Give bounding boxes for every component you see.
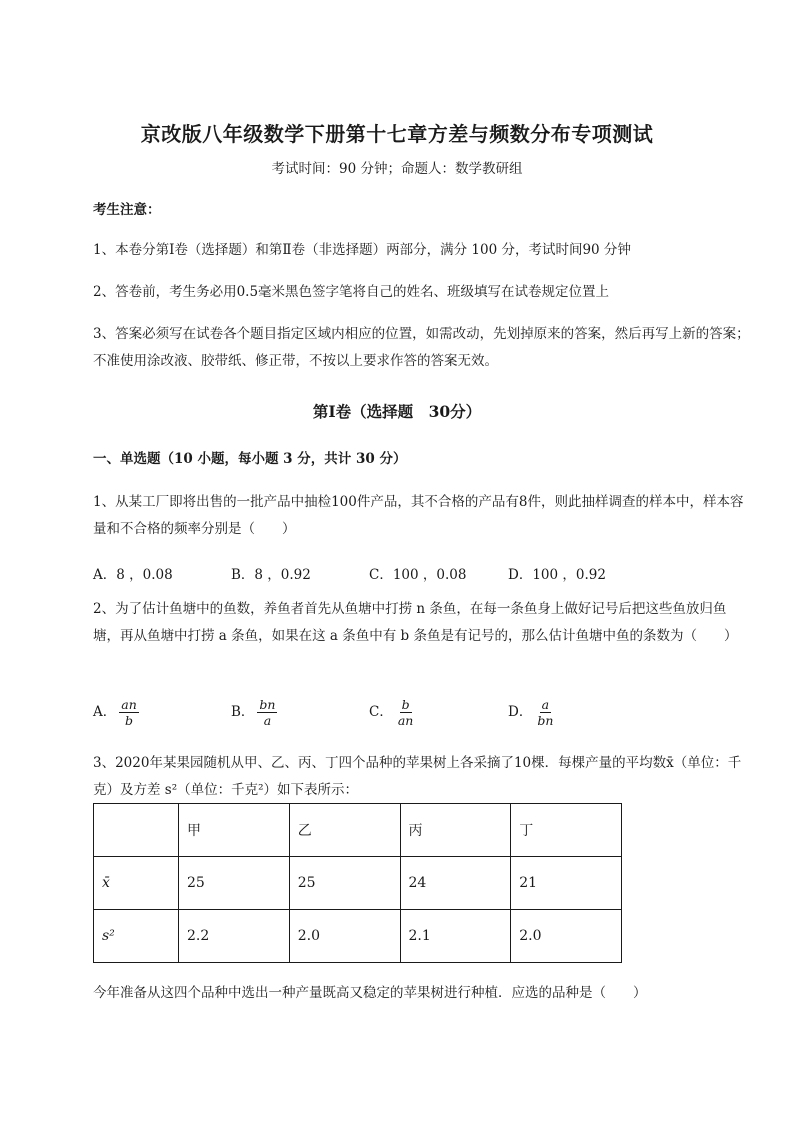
table-cell: 2.0 (289, 910, 400, 963)
part1-title: 第Ⅰ卷（选择题 30分） (312, 402, 482, 421)
table-cell: 2.0 (511, 910, 622, 963)
fraction-numerator: b (401, 697, 410, 712)
fraction-denominator: an (397, 713, 414, 728)
fraction (119, 697, 139, 728)
question-3-prompt: 今年准备从这四个品种中选出一种产量既高又稳定的苹果树进行种植．应选的品种是（ ） (93, 985, 647, 1001)
fraction-numerator: an (121, 697, 137, 712)
table-cell: 25 (179, 857, 290, 910)
table-cell: 甲 (179, 804, 290, 857)
question-2-text: 2、为了估计鱼塘中的鱼数，养鱼者首先从鱼塘中打捞 n 条鱼，在每一条鱼身上做好记号后把这些鱼放归鱼塘，再从鱼塘中打捞 a 条鱼，如果在这 a 条鱼中有 b 条鱼是有记号的，那么估计鱼塘中鱼的条数为（ ） (93, 601, 738, 644)
notes-heading: 考生注意： (93, 202, 161, 218)
q2-option-b-letter: B． (231, 704, 255, 720)
fraction-denominator: a (263, 713, 272, 728)
question-1-text: 1、从某工厂即将出售的一批产品中抽检100件产品，其不合格的产品有8件，则此抽样调查的样本中，样本容量和不合格的频率分别是（ ） (93, 494, 744, 537)
exam-subtitle: 考试时间：90 分钟；命题人：数学教研组 (271, 161, 523, 177)
question-3-text: 3、2020年某果园随机从甲、乙、丙、丁四个品种的苹果树上各采摘了10棵．每棵产量的平均数x̄（单位：千克）及方差 s²（单位：千克²）如下表所示： (93, 755, 742, 798)
fraction-denominator: b (125, 713, 134, 728)
note-item-3: 3、答案必须写在试卷各个题目指定区域内相应的位置，如需改动，先划掉原来的答案，然后再写上新的答案；不准使用涂改液、胶带纸、修正带，不按以上要求作答的答案无效。 (93, 326, 750, 369)
data-table (93, 803, 622, 963)
q2-option-a (93, 697, 139, 728)
q1-option-d: D．100 ，0.92 (508, 567, 606, 583)
q2-option-d (508, 697, 555, 728)
table-row (94, 857, 622, 910)
q1-option-a: A．8 ，0.08 (93, 567, 173, 583)
q2-option-b (231, 697, 277, 728)
table-cell: 乙 (289, 804, 400, 857)
table-cell: 21 (511, 857, 622, 910)
note-item-1: 1、本卷分第Ⅰ卷（选择题）和第Ⅱ卷（非选择题）两部分，满分 100 分，考试时间90 分钟 (93, 242, 631, 258)
q2-option-c (369, 697, 415, 728)
table-cell: 丁 (511, 804, 622, 857)
table-cell (94, 804, 179, 857)
fraction (396, 697, 416, 728)
fraction (535, 697, 555, 728)
q2-option-c-letter: C． (369, 704, 393, 720)
note-item-2: 2、答卷前，考生务必用0.5毫米黑色签字笔将自己的姓名、班级填写在试卷规定位置上 (93, 284, 610, 300)
table-cell: 24 (400, 857, 511, 910)
table-cell: 2.2 (179, 910, 290, 963)
q1-option-b: B．8 ，0.92 (231, 567, 311, 583)
fraction-numerator: bn (259, 697, 276, 712)
table-cell: 25 (289, 857, 400, 910)
section-heading: 一、单选题（10 小题，每小题 3 分，共计 30 分） (93, 451, 407, 467)
table-cell: x̄ (94, 857, 179, 910)
table-cell: s² (94, 910, 179, 963)
fraction-numerator: a (541, 697, 550, 712)
q2-option-d-letter: D． (508, 704, 533, 720)
fraction (257, 697, 277, 728)
table-row (94, 910, 622, 963)
table-header-row (94, 804, 622, 857)
q1-option-c: C．100 ，0.08 (369, 567, 467, 583)
q2-option-a-letter: A． (93, 704, 117, 720)
table-cell: 2.1 (400, 910, 511, 963)
table-cell: 丙 (400, 804, 511, 857)
page-title: 京改版八年级数学下册第十七章方差与频数分布专项测试 (140, 122, 654, 146)
fraction-denominator: bn (537, 713, 554, 728)
